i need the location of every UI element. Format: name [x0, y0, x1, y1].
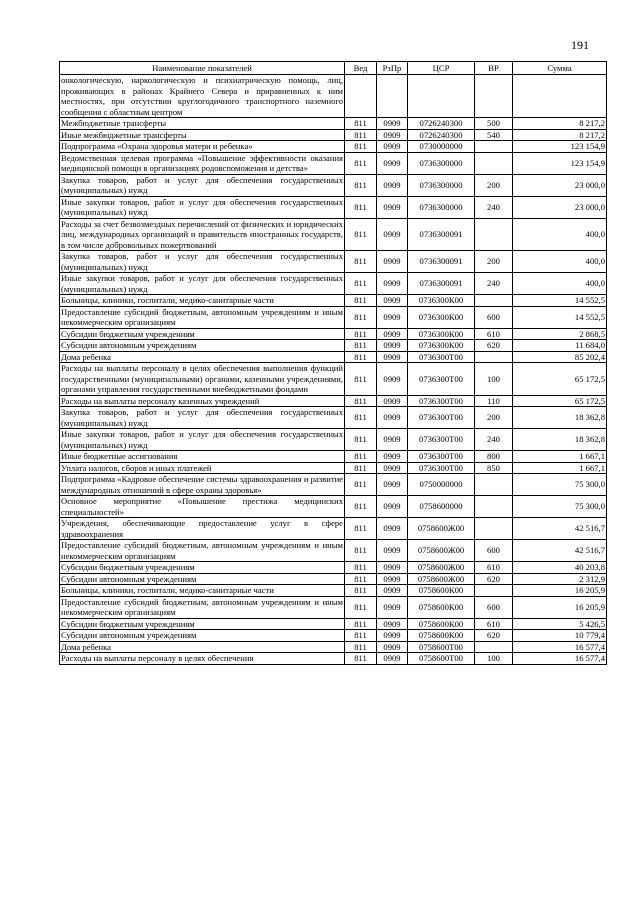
- table-row: [60, 562, 607, 574]
- cell-vr: 600: [475, 596, 513, 618]
- cell-ved: 811: [345, 251, 377, 273]
- cell-ved: 811: [345, 196, 377, 218]
- table-row: [60, 118, 607, 130]
- cell-csr: 0736300Т00: [408, 351, 475, 363]
- cell-name: Иные закупки товаров, работ и услуг для обеспечения государственных (муниципальных) нужд: [61, 196, 343, 217]
- table-row: [60, 129, 607, 141]
- table-row: [60, 395, 607, 407]
- cell-rzpr: 0909: [377, 641, 408, 653]
- cell-rzpr: 0909: [377, 630, 408, 642]
- cell-csr: 0758600К00: [408, 596, 475, 618]
- table-row: [60, 196, 607, 218]
- cell-csr: 0726240300: [408, 118, 475, 130]
- cell-name: Субсидии бюджетным учреждениям: [60, 328, 345, 340]
- cell-ved: 811: [345, 118, 377, 130]
- column-header-csr: ЦСР: [408, 62, 475, 75]
- cell-csr: 0736300Т00: [408, 451, 475, 463]
- cell-name: Иные бюджетные ассигнования: [60, 451, 345, 463]
- cell-name: Субсидии бюджетным учреждениям: [60, 562, 345, 574]
- cell-csr: 0726240300: [408, 129, 475, 141]
- cell-vr: 240: [475, 196, 513, 218]
- table-row: [60, 653, 607, 665]
- cell-ved: 811: [345, 585, 377, 597]
- cell-rzpr: 0909: [377, 496, 408, 518]
- cell-csr: 0736300091: [408, 273, 475, 295]
- column-header-name: Наименование показателей: [60, 62, 345, 75]
- cell-vr: 500: [475, 118, 513, 130]
- cell-vr: [475, 351, 513, 363]
- cell-vr: [475, 295, 513, 307]
- cell-name: Больницы, клиники, госпитали, медико-санитарные части: [60, 295, 345, 307]
- cell-name: Больницы, клиники, госпитали, медико-санитарные части: [60, 585, 345, 597]
- cell-name: Иные межбюджетные трансферты: [60, 129, 345, 141]
- table-header-row: [60, 62, 607, 75]
- cell-ved: 811: [345, 351, 377, 363]
- cell-csr: 0736300Т00: [408, 462, 475, 474]
- table-row: [60, 407, 607, 429]
- table-row: [60, 630, 607, 642]
- cell-rzpr: [377, 75, 408, 118]
- cell-csr: 0730000000: [408, 141, 475, 153]
- cell-sum: 2 868,5: [513, 328, 607, 340]
- cell-ved: 811: [345, 174, 377, 196]
- cell-sum: 400,0: [513, 218, 607, 251]
- cell-vr: 200: [475, 407, 513, 429]
- cell-rzpr: 0909: [377, 407, 408, 429]
- cell-rzpr: 0909: [377, 395, 408, 407]
- cell-csr: 0736300000: [408, 196, 475, 218]
- cell-vr: 100: [475, 653, 513, 665]
- cell-vr: 610: [475, 328, 513, 340]
- cell-rzpr: 0909: [377, 451, 408, 463]
- cell-ved: 811: [345, 273, 377, 295]
- table-row: [60, 251, 607, 273]
- cell-rzpr: 0909: [377, 363, 408, 396]
- cell-rzpr: 0909: [377, 328, 408, 340]
- cell-rzpr: 0909: [377, 351, 408, 363]
- cell-sum: 23 000,0: [513, 174, 607, 196]
- cell-csr: 0758600К00: [408, 618, 475, 630]
- cell-vr: 240: [475, 429, 513, 451]
- cell-rzpr: 0909: [377, 618, 408, 630]
- cell-name: Расходы за счет безвозмездных перечислений от физических и юридических лиц, международных организаций и правительств иностранных государств, в том числе добровольных пожертвований: [61, 218, 343, 250]
- cell-sum: 11 684,0: [513, 340, 607, 352]
- cell-name: Основное мероприятие «Повышение престижа медицинских специальностей»: [61, 496, 343, 517]
- cell-csr: 0736300Т00: [408, 395, 475, 407]
- cell-vr: 620: [475, 630, 513, 642]
- cell-vr: [475, 152, 513, 174]
- cell-vr: [475, 141, 513, 153]
- cell-vr: 600: [475, 306, 513, 328]
- cell-name: Расходы на выплаты персоналу казенных учреждений: [60, 395, 345, 407]
- cell-vr: 620: [475, 573, 513, 585]
- table-row: [60, 451, 607, 463]
- cell-name: Учреждения, обеспечивающие предоставление услуг в сфере здравоохранения: [61, 518, 343, 539]
- cell-name: Субсидии бюджетным учреждениям: [60, 618, 345, 630]
- cell-name: Дома ребенка: [60, 641, 345, 653]
- cell-vr: [475, 474, 513, 496]
- page-number: 191: [571, 38, 589, 52]
- cell-rzpr: 0909: [377, 141, 408, 153]
- cell-rzpr: 0909: [377, 653, 408, 665]
- cell-csr: 0750000000: [408, 474, 475, 496]
- cell-ved: 811: [345, 596, 377, 618]
- cell-sum: 400,0: [513, 251, 607, 273]
- cell-vr: 240: [475, 273, 513, 295]
- cell-csr: 0736300Т00: [408, 363, 475, 396]
- table-row: [60, 585, 607, 597]
- cell-sum: 5 426,5: [513, 618, 607, 630]
- cell-csr: 0736300000: [408, 152, 475, 174]
- cell-rzpr: 0909: [377, 585, 408, 597]
- cell-ved: 811: [345, 429, 377, 451]
- cell-name: Предоставление субсидий бюджетным, автономным учреждениям и иным некоммерческим организациям: [61, 540, 343, 561]
- cell-name: Расходы на выплаты персоналу в целях обеспечения: [60, 653, 345, 665]
- cell-csr: 0758600Ж00: [408, 518, 475, 540]
- cell-rzpr: 0909: [377, 474, 408, 496]
- cell-ved: 811: [345, 306, 377, 328]
- cell-sum: 10 779,4: [513, 630, 607, 642]
- cell-rzpr: 0909: [377, 518, 408, 540]
- cell-name: Закупка товаров, работ и услуг для обеспечения государственных (муниципальных) нужд: [61, 251, 343, 272]
- table-row: [60, 351, 607, 363]
- cell-name: Предоставление субсидий бюджетным, автономным учреждениям и иным некоммерческим организациям: [61, 596, 343, 617]
- table-row: [60, 540, 607, 562]
- cell-rzpr: 0909: [377, 540, 408, 562]
- cell-rzpr: 0909: [377, 196, 408, 218]
- cell-name: Закупка товаров, работ и услуг для обеспечения государственных (муниципальных) нужд: [61, 174, 343, 195]
- cell-csr: 0758600К00: [408, 630, 475, 642]
- cell-csr: 0758600Ж00: [408, 573, 475, 585]
- cell-ved: 811: [345, 474, 377, 496]
- table-row: [60, 573, 607, 585]
- cell-name: онкологическую, наркологическую и психиатрическую помощь, лиц, проживающих в районах Крайнего Севера и приравненных к ним местностях, при отсутствии круглогодичного транспортного наземного сообщения с областным центром: [61, 75, 343, 117]
- cell-rzpr: 0909: [377, 295, 408, 307]
- cell-ved: 811: [345, 395, 377, 407]
- cell-name: Подпрограмма «Кадровое обеспечение системы здравоохранения и развитие международных отношений в сфере охраны здоровья»: [61, 474, 343, 495]
- cell-name: Дома ребенка: [60, 351, 345, 363]
- table-row: [60, 306, 607, 328]
- cell-ved: 811: [345, 451, 377, 463]
- cell-vr: 200: [475, 251, 513, 273]
- cell-ved: 811: [345, 295, 377, 307]
- cell-sum: 65 172,5: [513, 363, 607, 396]
- cell-ved: 811: [345, 518, 377, 540]
- cell-name: Расходы на выплаты персоналу в целях обеспечения выполнения функций государственными (муниципальными) органами, казенными учреждениями, органами управления государственными внебюджетными фондами: [61, 363, 343, 394]
- cell-rzpr: 0909: [377, 152, 408, 174]
- table-row: [60, 496, 607, 518]
- cell-rzpr: 0909: [377, 429, 408, 451]
- cell-ved: 811: [345, 218, 377, 251]
- cell-vr: [475, 641, 513, 653]
- cell-rzpr: 0909: [377, 306, 408, 328]
- cell-csr: 0736300091: [408, 251, 475, 273]
- cell-rzpr: 0909: [377, 340, 408, 352]
- cell-sum: 14 552,5: [513, 306, 607, 328]
- cell-ved: 811: [345, 496, 377, 518]
- table-row: [60, 462, 607, 474]
- cell-sum: 75 300,0: [513, 496, 607, 518]
- column-header-sum: Сумма: [513, 62, 607, 75]
- cell-csr: 0736300Т00: [408, 429, 475, 451]
- cell-ved: 811: [345, 653, 377, 665]
- cell-rzpr: 0909: [377, 573, 408, 585]
- table-row: [60, 596, 607, 618]
- cell-rzpr: 0909: [377, 174, 408, 196]
- cell-vr: [475, 75, 513, 118]
- cell-rzpr: 0909: [377, 596, 408, 618]
- cell-csr: 0758600Ж00: [408, 540, 475, 562]
- cell-csr: 0758600Т00: [408, 641, 475, 653]
- cell-csr: [408, 75, 475, 118]
- cell-csr: 0736300К00: [408, 340, 475, 352]
- table-row: [60, 363, 607, 396]
- cell-csr: 0758600К00: [408, 585, 475, 597]
- cell-ved: 811: [345, 340, 377, 352]
- cell-csr: 0758600000: [408, 496, 475, 518]
- cell-sum: 16 577,4: [513, 641, 607, 653]
- cell-rzpr: 0909: [377, 218, 408, 251]
- cell-ved: 811: [345, 152, 377, 174]
- table-row: [60, 218, 607, 251]
- cell-vr: 600: [475, 540, 513, 562]
- cell-sum: 16 205,9: [513, 596, 607, 618]
- table-row: [60, 618, 607, 630]
- cell-name: Уплата налогов, сборов и иных платежей: [60, 462, 345, 474]
- cell-ved: 811: [345, 540, 377, 562]
- cell-sum: 2 312,9: [513, 573, 607, 585]
- cell-rzpr: 0909: [377, 251, 408, 273]
- cell-sum: 14 552,5: [513, 295, 607, 307]
- cell-ved: 811: [345, 562, 377, 574]
- cell-csr: 0758600Ж00: [408, 562, 475, 574]
- cell-vr: [475, 218, 513, 251]
- cell-vr: 200: [475, 174, 513, 196]
- cell-ved: 811: [345, 129, 377, 141]
- cell-sum: 8 217,2: [513, 129, 607, 141]
- cell-csr: 0736300Т00: [408, 407, 475, 429]
- cell-vr: 610: [475, 618, 513, 630]
- cell-ved: 811: [345, 407, 377, 429]
- cell-sum: 85 202,4: [513, 351, 607, 363]
- table-row: [60, 273, 607, 295]
- cell-rzpr: 0909: [377, 118, 408, 130]
- cell-sum: 400,0: [513, 273, 607, 295]
- budget-table: [59, 61, 607, 665]
- cell-vr: [475, 518, 513, 540]
- cell-sum: 75 300,0: [513, 474, 607, 496]
- cell-vr: [475, 585, 513, 597]
- cell-sum: 1 667,1: [513, 462, 607, 474]
- cell-sum: 18 362,8: [513, 407, 607, 429]
- column-header-ved: Вед: [345, 62, 377, 75]
- cell-sum: 16 205,9: [513, 585, 607, 597]
- table-row: [60, 518, 607, 540]
- cell-name: Субсидии автономным учреждениям: [60, 573, 345, 585]
- cell-rzpr: 0909: [377, 562, 408, 574]
- cell-name: Межбюджетные трансферты: [60, 118, 345, 130]
- cell-name: Подпрограмма «Охрана здоровья матери и ребенка»: [60, 141, 345, 153]
- cell-ved: 811: [345, 462, 377, 474]
- cell-csr: 0736300К00: [408, 295, 475, 307]
- cell-sum: 16 577,4: [513, 653, 607, 665]
- cell-sum: 65 172,5: [513, 395, 607, 407]
- table-row: [60, 174, 607, 196]
- table-row: [60, 328, 607, 340]
- cell-ved: 811: [345, 618, 377, 630]
- table-row: [60, 152, 607, 174]
- cell-sum: 18 362,8: [513, 429, 607, 451]
- cell-csr: 0758600Т00: [408, 653, 475, 665]
- table-row: [60, 141, 607, 153]
- cell-vr: 800: [475, 451, 513, 463]
- cell-name: Иные закупки товаров, работ и услуг для обеспечения государственных (муниципальных) нужд: [61, 429, 343, 450]
- cell-sum: 23 000,0: [513, 196, 607, 218]
- cell-name: Субсидии автономным учреждениям: [60, 630, 345, 642]
- table-row: [60, 429, 607, 451]
- cell-vr: 850: [475, 462, 513, 474]
- cell-vr: 620: [475, 340, 513, 352]
- cell-sum: 40 203,8: [513, 562, 607, 574]
- cell-ved: 811: [345, 641, 377, 653]
- cell-ved: 811: [345, 363, 377, 396]
- cell-csr: 0736300000: [408, 174, 475, 196]
- table-row: [60, 75, 607, 118]
- cell-ved: [345, 75, 377, 118]
- cell-vr: [475, 496, 513, 518]
- cell-name: Субсидии автономным учреждениям: [60, 340, 345, 352]
- cell-ved: 811: [345, 573, 377, 585]
- column-header-rzpr: РзПр: [377, 62, 408, 75]
- cell-ved: 811: [345, 630, 377, 642]
- cell-sum: 42 516,7: [513, 518, 607, 540]
- cell-sum: [513, 75, 607, 118]
- column-header-vr: ВР: [475, 62, 513, 75]
- cell-sum: 123 154,9: [513, 141, 607, 153]
- cell-vr: 100: [475, 363, 513, 396]
- cell-vr: 110: [475, 395, 513, 407]
- cell-sum: 123 154,9: [513, 152, 607, 174]
- cell-rzpr: 0909: [377, 129, 408, 141]
- cell-name: Иные закупки товаров, работ и услуг для обеспечения государственных (муниципальных) нужд: [61, 273, 343, 294]
- cell-vr: 610: [475, 562, 513, 574]
- cell-name: Предоставление субсидий бюджетным, автономным учреждениям и иным некоммерческим организациям: [61, 306, 343, 327]
- table-row: [60, 641, 607, 653]
- table-row: [60, 474, 607, 496]
- table-body: [60, 75, 607, 665]
- cell-rzpr: 0909: [377, 273, 408, 295]
- cell-sum: 8 217,2: [513, 118, 607, 130]
- cell-vr: 540: [475, 129, 513, 141]
- cell-csr: 0736300091: [408, 218, 475, 251]
- cell-name: Закупка товаров, работ и услуг для обеспечения государственных (муниципальных) нужд: [61, 407, 343, 428]
- cell-csr: 0736300К00: [408, 306, 475, 328]
- table-row: [60, 295, 607, 307]
- cell-rzpr: 0909: [377, 462, 408, 474]
- cell-csr: 0736300К00: [408, 328, 475, 340]
- table-row: [60, 340, 607, 352]
- cell-name: Ведомственная целевая программа «Повышение эффективности оказания медицинской помощи в организациях родовспоможения и детства»: [61, 152, 343, 173]
- cell-ved: 811: [345, 328, 377, 340]
- cell-sum: 42 516,7: [513, 540, 607, 562]
- cell-ved: 811: [345, 141, 377, 153]
- cell-sum: 1 667,1: [513, 451, 607, 463]
